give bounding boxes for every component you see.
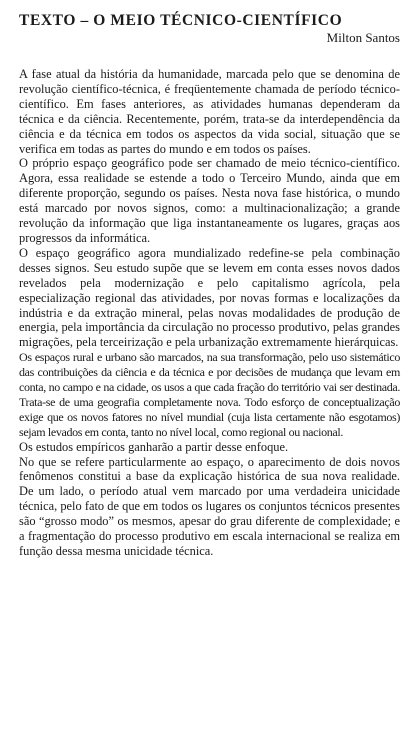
paragraph-6: No que se refere particularmente ao espaço, o aparecimento de dois novos fenômenos constitui a base da explicação histórica de sua nova realidade. De um lado, o período atual vem marcado por uma verdadeira unicidade técnica, pelo fato de que em todos os lugares os conjuntos técnicos presentes são “grosso modo” os mesmos, apesar do grau diferente de complexidade; e a fragmentação do processo produtivo em escala internacional se realiza em função dessa mesma unicidade técnica. <box>19 454 400 558</box>
paragraph-2: O próprio espaço geográfico pode ser chamado de meio técnico-científico. Agora, essa realidade se estende a todo o Terceiro Mundo, ainda que em diferente proporção, segundo os países. Nesta nova fase histórica, o mundo está marcado por novos signos, como: a multinacionalização; a grande revolução da informação que liga instantaneamente os lugares, graças aos progressos da informática. <box>19 156 400 245</box>
paragraph-5: Os estudos empíricos ganharão a partir desse enfoque. <box>19 439 289 454</box>
paragraph-3: O espaço geográfico agora mundializado redefine-se pela combinação desses signos. Seu estudo supõe que se levem em conta esses novos dados revelados pela modernização e pelo capitalismo agrícola, pela especialização regional das atividades, por novas formas e localizações da indústria e da extração mineral, pelas novas modalidades de produção de energia, pela importância da circulação no processo produtivo, pelas grandes migrações, pela terceirização e pela urbanização extremamente hierárquicas. <box>19 245 400 350</box>
paragraph-4: Os espaços rural e urbano são marcados, na sua transformação, pelo uso sistemático das contribuições da ciência e da técnica e por decisões de mudança que levam em conta, no campo e na cidade, os usos a que cada fração do território vai ser destinada. Trata-se de uma geografia completamente nova. Todo esforço de conceptualização exige que os novos fatores no nível mundial (cuja lista certamente não esgotamos) sejam levados em conta, tanto no nível local, como regional ou nacional. <box>19 350 400 439</box>
author-name: Milton Santos <box>326 30 400 45</box>
document-title: TEXTO – O MEIO TÉCNICO-CIENTÍFICO <box>19 12 343 29</box>
paragraph-1: A fase atual da história da humanidade, marcada pelo que se denomina de revolução científico-técnica, é freqüentemente chamada de período técnico-científico. Em fases anteriores, as atividades humanas dependeram da técnica e da ciência. Recentemente, porém, trata-se da interdependência da ciência e da técnica em todos os aspectos da vida social, situação que se verifica em todas as partes do mundo e em todos os países. <box>19 67 400 156</box>
document-page <box>19 12 400 559</box>
